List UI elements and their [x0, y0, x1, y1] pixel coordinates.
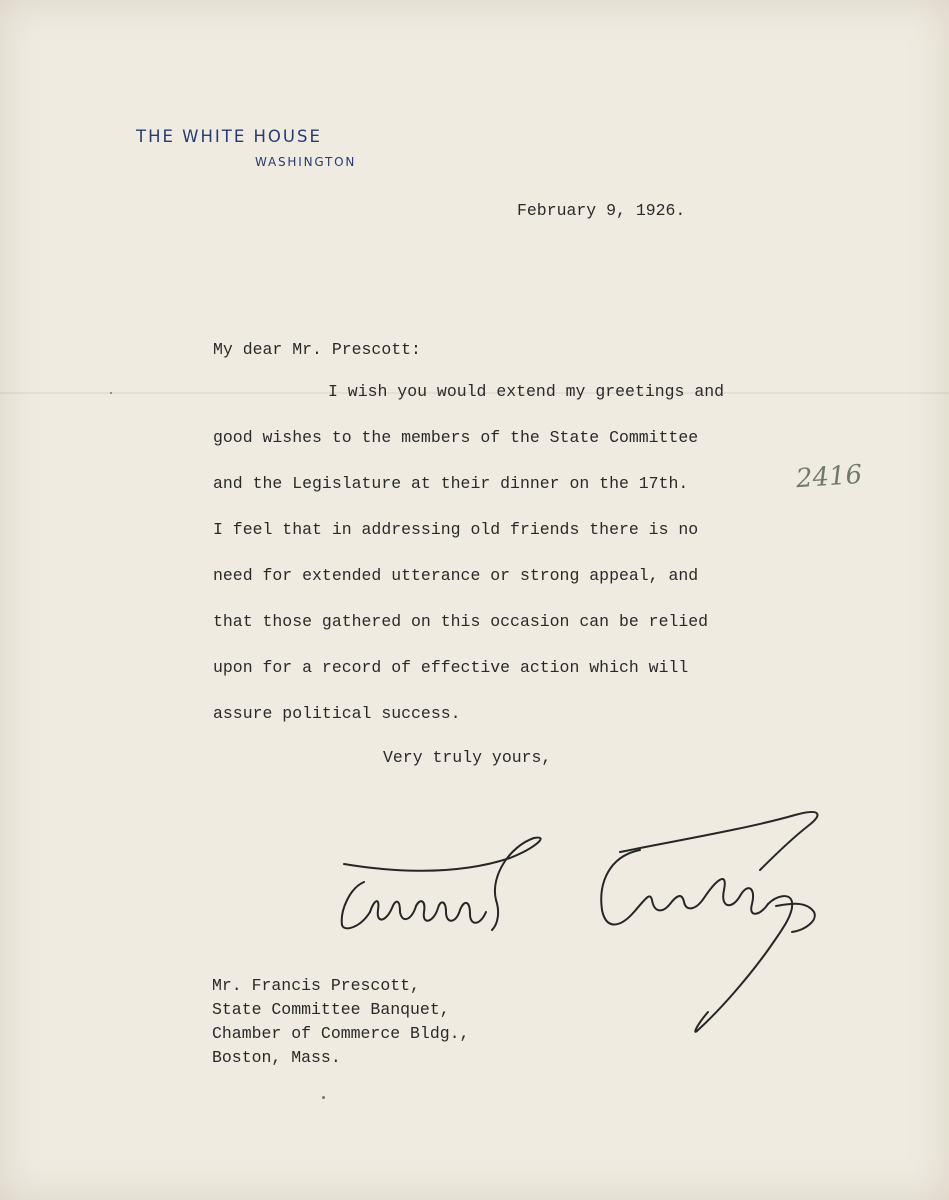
body-line: need for extended utterance or strong appeal, and [213, 566, 699, 585]
body-line: good wishes to the members of the State Committee [213, 428, 699, 447]
address-line: Chamber of Commerce Bldg., [212, 1024, 470, 1043]
body-line: I wish you would extend my greetings and [328, 382, 725, 401]
paper-speck [322, 1096, 325, 1099]
closing: Very truly yours, [383, 748, 552, 767]
address-line: Boston, Mass. [212, 1048, 341, 1067]
address-line: Mr. Francis Prescott, [212, 976, 420, 995]
paper-speck [110, 392, 112, 394]
body-line: upon for a record of effective action which will [213, 658, 689, 677]
body-line: I feel that in addressing old friends there is no [213, 520, 699, 539]
letterhead-city: WASHINGTON [255, 155, 357, 169]
letter-date: February 9, 1926. [517, 201, 686, 220]
body-line: that those gathered on this occasion can be relied [213, 612, 709, 631]
handwritten-pencil-note: 2416 [795, 459, 864, 495]
salutation: My dear Mr. Prescott: [213, 340, 421, 359]
letterhead-title: THE WHITE HOUSE [136, 127, 322, 146]
address-line: State Committee Banquet, [212, 1000, 450, 1019]
body-line: assure political success. [213, 704, 461, 723]
body-line: and the Legislature at their dinner on the 17th. [213, 474, 689, 493]
